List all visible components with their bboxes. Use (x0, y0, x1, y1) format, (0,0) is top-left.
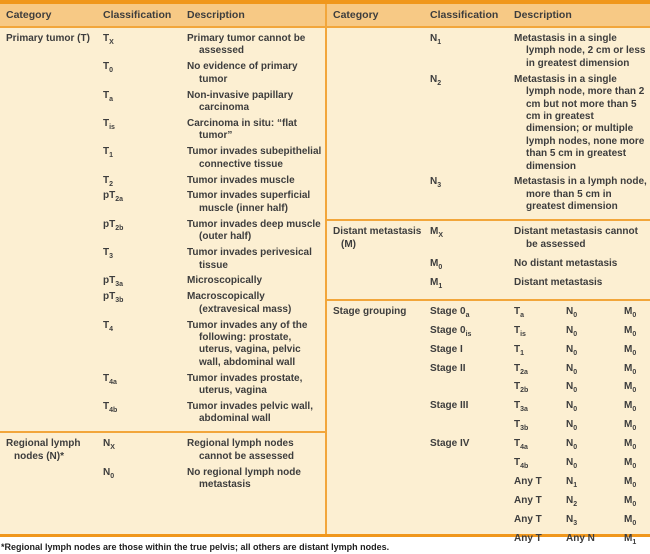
table-row (103, 90, 325, 115)
subscript: 2b (520, 387, 529, 395)
n-cell: $N_0$ (566, 457, 578, 471)
table-row (430, 258, 650, 270)
table-row (103, 190, 325, 215)
column-header-description: Description (187, 9, 245, 21)
stage-label-cell: Stage II (430, 362, 466, 374)
subscript: X (438, 232, 444, 240)
n-cell: Any N (566, 532, 595, 544)
column-header-category: Category (6, 9, 52, 21)
subscript: 1 (109, 152, 114, 160)
stage-label-cell: Stage I (430, 343, 463, 355)
subscript: a (465, 311, 470, 319)
m-cell: $M_0$ (624, 362, 637, 376)
subscript: 4a (109, 378, 117, 386)
table-section (327, 219, 650, 299)
description-cell: Non-invasive papillary carcinoma (187, 89, 294, 114)
description-cell: Microscopically (187, 275, 263, 287)
description-cell: Carcinoma in situ: “flat tumor” (187, 117, 298, 142)
classification-cell: $pT_{3a}$ (103, 275, 124, 289)
table-section (0, 28, 325, 431)
m-cell: $M_0$ (624, 475, 637, 489)
classification-cell: $M_0$ (430, 258, 443, 271)
column-header-category: Category (333, 9, 379, 21)
table-row (103, 467, 325, 492)
table-row (103, 291, 325, 316)
section-rows (430, 33, 650, 217)
subscript: a (520, 311, 525, 319)
table-row (430, 277, 650, 289)
stage-label-cell: Stage IV (430, 438, 470, 450)
subscript: 0 (632, 444, 637, 452)
subscript: 2a (115, 196, 124, 204)
classification-cell: $T_a$ (103, 89, 114, 103)
subscript: is (465, 330, 472, 338)
table-row (103, 275, 325, 287)
section-rows (103, 33, 325, 429)
t-cell: $T_1$ (514, 343, 525, 357)
m-cell: $M_0$ (624, 305, 637, 319)
m-cell: $M_0$ (624, 381, 637, 395)
stage-label-cell (430, 514, 514, 526)
subscript: a (109, 95, 114, 103)
table-left-half (0, 4, 325, 534)
stage-label-cell: Stage $0_{is}$ (430, 324, 472, 338)
subscript: 3b (520, 425, 529, 433)
table-row (430, 74, 650, 173)
section-category-label: Distant metastasis (M) (333, 226, 422, 250)
description-cell: Macroscopically (extravesical mass) (187, 291, 292, 315)
table-row (430, 176, 650, 213)
classification-cell: $N_0$ (103, 466, 115, 480)
table-row (430, 344, 650, 356)
n-cell: $N_0$ (566, 343, 578, 357)
subscript: 0 (632, 387, 637, 395)
table-row (103, 219, 325, 244)
table-row (430, 363, 650, 375)
section-rows (430, 226, 650, 297)
subscript: 1 (520, 349, 525, 357)
table-row (103, 146, 325, 171)
n-cell: $N_3$ (566, 513, 578, 527)
subscript: 0 (573, 368, 578, 376)
description-cell: Tumor invades subepithelial connective tissue (187, 146, 322, 170)
classification-cell: $pT_{2b}$ (103, 218, 124, 232)
m-cell: $M_0$ (624, 400, 637, 414)
subscript: 3a (520, 406, 528, 414)
subscript: 1 (438, 283, 443, 291)
table-section (327, 299, 650, 554)
n-cell: $N_1$ (566, 475, 578, 489)
table-row (103, 175, 325, 187)
table-section (327, 28, 650, 219)
m-cell: $M_0$ (624, 343, 637, 357)
classification-cell: $T_{is}$ (103, 117, 115, 131)
section-category-label: Regional lymph nodes (N)* (6, 438, 81, 462)
description-cell: Tumor invades prostate, uterus, vagina (187, 372, 303, 397)
description-cell: Distant metastasis cannot be assessed (514, 226, 638, 250)
classification-cell: $M_X$ (430, 226, 444, 240)
subscript: 0 (573, 387, 578, 395)
subscript: 3 (573, 519, 578, 527)
subscript: 2 (573, 500, 578, 508)
subscript: is (109, 123, 115, 131)
t-cell: $T_{4b}$ (514, 457, 529, 471)
table-row (430, 381, 650, 393)
t-cell: Any T (514, 494, 542, 506)
classification-cell: $N_3$ (430, 176, 442, 190)
m-cell: $M_1$ (624, 532, 637, 546)
subscript: X (109, 39, 114, 46)
subscript: 0 (573, 444, 578, 452)
classification-cell: $T_2$ (103, 174, 114, 188)
n-cell: $N_0$ (566, 362, 578, 376)
description-cell: Tumor invades deep muscle (outer half) (187, 218, 321, 243)
subscript: 1 (632, 538, 637, 546)
section-category-label: Primary tumor (T) (6, 33, 90, 44)
table-row (430, 514, 650, 526)
table-row (430, 495, 650, 507)
footnote: *Regional lymph nodes are those within the true pelvis; all others are distant lymph nodes. (1, 542, 390, 552)
description-cell: Tumor invades muscle (187, 174, 295, 186)
column-header-description: Description (514, 9, 572, 21)
subscript: 0 (632, 311, 637, 319)
classification-cell: $T_1$ (103, 146, 114, 160)
classification-cell: $T_4$ (103, 319, 114, 333)
description-cell: Regional lymph nodes cannot be assessed (187, 438, 295, 462)
subscript: 4a (520, 444, 528, 452)
subscript: 3a (115, 281, 124, 289)
m-cell: $M_0$ (624, 324, 637, 338)
table-row (430, 476, 650, 488)
subscript: 0 (573, 425, 578, 433)
table-row (103, 401, 325, 426)
t-cell: $T_{2b}$ (514, 381, 529, 395)
subscript: 0 (573, 311, 578, 319)
t-cell: $T_{3a}$ (514, 400, 528, 414)
subscript: X (110, 444, 115, 452)
table-right-half (325, 4, 650, 546)
m-cell: $M_0$ (624, 419, 637, 433)
subscript: 2 (437, 79, 442, 87)
subscript: 1 (437, 39, 442, 46)
subscript: 0 (573, 349, 578, 357)
stage-label-cell: Stage $0_a$ (430, 305, 470, 319)
description-cell: No regional lymph node metastasis (187, 466, 301, 491)
classification-cell: $T_0$ (103, 61, 114, 75)
subscript: 2a (520, 368, 528, 376)
t-cell: $T_{is}$ (514, 324, 526, 338)
classification-cell: $T_{4b}$ (103, 401, 118, 415)
table-row (103, 33, 325, 58)
classification-cell: $T_{4a}$ (103, 372, 117, 386)
m-cell: $M_0$ (624, 494, 637, 508)
subscript: 3 (437, 182, 442, 190)
subscript: is (520, 330, 526, 338)
description-cell: No evidence of primary tumor (187, 61, 298, 85)
n-cell: $N_2$ (566, 494, 578, 508)
table-row (103, 247, 325, 272)
t-cell: $T_{3b}$ (514, 419, 529, 433)
t-cell: Any T (514, 475, 542, 487)
n-cell: $N_0$ (566, 324, 578, 338)
subscript: 0 (632, 463, 637, 471)
subscript: 0 (632, 406, 637, 414)
stage-label-cell (430, 495, 514, 507)
m-cell: $M_0$ (624, 457, 637, 471)
t-cell: $T_{4a}$ (514, 438, 528, 452)
classification-cell: $N_2$ (430, 73, 442, 87)
right-header-row (327, 4, 650, 28)
subscript: 1 (573, 481, 578, 489)
classification-cell: $pT_{2a}$ (103, 190, 124, 204)
classification-cell: $N_1$ (430, 33, 442, 46)
table-row (430, 400, 650, 412)
table-row (103, 61, 325, 86)
description-cell: Tumor invades perivesical tissue (187, 247, 312, 271)
table-row (103, 373, 325, 398)
n-cell: $N_0$ (566, 419, 578, 433)
subscript: 0 (573, 406, 578, 414)
subscript: 0 (632, 368, 637, 376)
subscript: 0 (573, 463, 578, 471)
description-cell: Metastasis in a single lymph node, more than 2 cm but not more than 5 cm in greatest dimension; or multiple lymph nodes, none more than 5 cm in greatest dimension (514, 73, 645, 172)
t-cell: $T_{2a}$ (514, 362, 528, 376)
stage-label-cell (430, 476, 514, 488)
table-row (430, 419, 650, 431)
description-cell: Metastasis in a lymph node, more than 5 cm in greatest dimension (514, 176, 647, 213)
n-cell: $N_0$ (566, 381, 578, 395)
classification-cell: $T_X$ (103, 33, 114, 46)
subscript: 0 (632, 425, 637, 433)
stage-label-cell (430, 381, 514, 393)
subscript: 0 (573, 330, 578, 338)
table-row (103, 438, 325, 463)
t-cell: Any T (514, 532, 542, 544)
subscript: 0 (632, 481, 637, 489)
column-header-classification: Classification (430, 9, 499, 21)
subscript: 4b (520, 463, 529, 471)
t-cell: $T_a$ (514, 305, 525, 319)
table-row (430, 457, 650, 469)
section-rows (430, 306, 650, 552)
classification-cell: $M_1$ (430, 277, 443, 291)
classification-cell: $T_3$ (103, 247, 114, 261)
section-rows (103, 438, 325, 495)
subscript: 0 (109, 67, 114, 75)
table-row (103, 118, 325, 143)
n-cell: $N_0$ (566, 438, 578, 452)
table-row (430, 325, 650, 337)
description-cell: Metastasis in a single lymph node, 2 cm or less in greatest dimension (514, 33, 646, 69)
left-header-row (0, 4, 325, 28)
table-row (430, 33, 650, 70)
subscript: 3b (115, 297, 124, 305)
subscript: 2b (115, 224, 124, 232)
subscript: 2 (109, 180, 114, 188)
m-cell: $M_0$ (624, 438, 637, 452)
table-row (430, 533, 650, 545)
subscript: 4b (109, 407, 118, 415)
subscript: 0 (632, 349, 637, 357)
subscript: 0 (632, 519, 637, 527)
subscript: 4 (109, 325, 114, 333)
table-row (430, 226, 650, 251)
stage-label-cell (430, 457, 514, 469)
table-section (0, 431, 325, 497)
description-cell: Tumor invades pelvic wall, abdominal wall (187, 401, 313, 425)
subscript: 0 (110, 472, 115, 480)
description-cell: No distant metastasis (514, 258, 618, 269)
n-cell: $N_0$ (566, 400, 578, 414)
subscript: 0 (632, 330, 637, 338)
description-cell: Distant metastasis (514, 277, 603, 289)
n-cell: $N_0$ (566, 305, 578, 319)
description-cell: Primary tumor cannot be assessed (187, 33, 306, 57)
table-row (430, 306, 650, 318)
stage-label-cell: Stage III (430, 400, 469, 412)
m-cell: $M_0$ (624, 513, 637, 527)
subscript: 3 (109, 253, 114, 261)
description-cell: Tumor invades superficial muscle (inner half) (187, 190, 311, 214)
section-category-label: Stage grouping (333, 305, 407, 317)
section-category-label (327, 33, 430, 217)
stage-label-cell (430, 533, 514, 545)
t-cell: Any T (514, 513, 542, 525)
subscript: 0 (632, 500, 637, 508)
column-header-classification: Classification (103, 9, 172, 21)
left-table-sections (0, 28, 325, 497)
table-row (103, 320, 325, 370)
classification-cell: $N_X$ (103, 438, 115, 452)
classification-cell: $pT_{3b}$ (103, 291, 124, 305)
stage-label-cell (430, 419, 514, 431)
description-cell: Tumor invades any of the following: prostate, uterus, vagina, pelvic wall, abdominal wall (187, 319, 308, 368)
subscript: 0 (438, 264, 443, 271)
right-table-sections (327, 28, 650, 554)
table-row (430, 438, 650, 450)
